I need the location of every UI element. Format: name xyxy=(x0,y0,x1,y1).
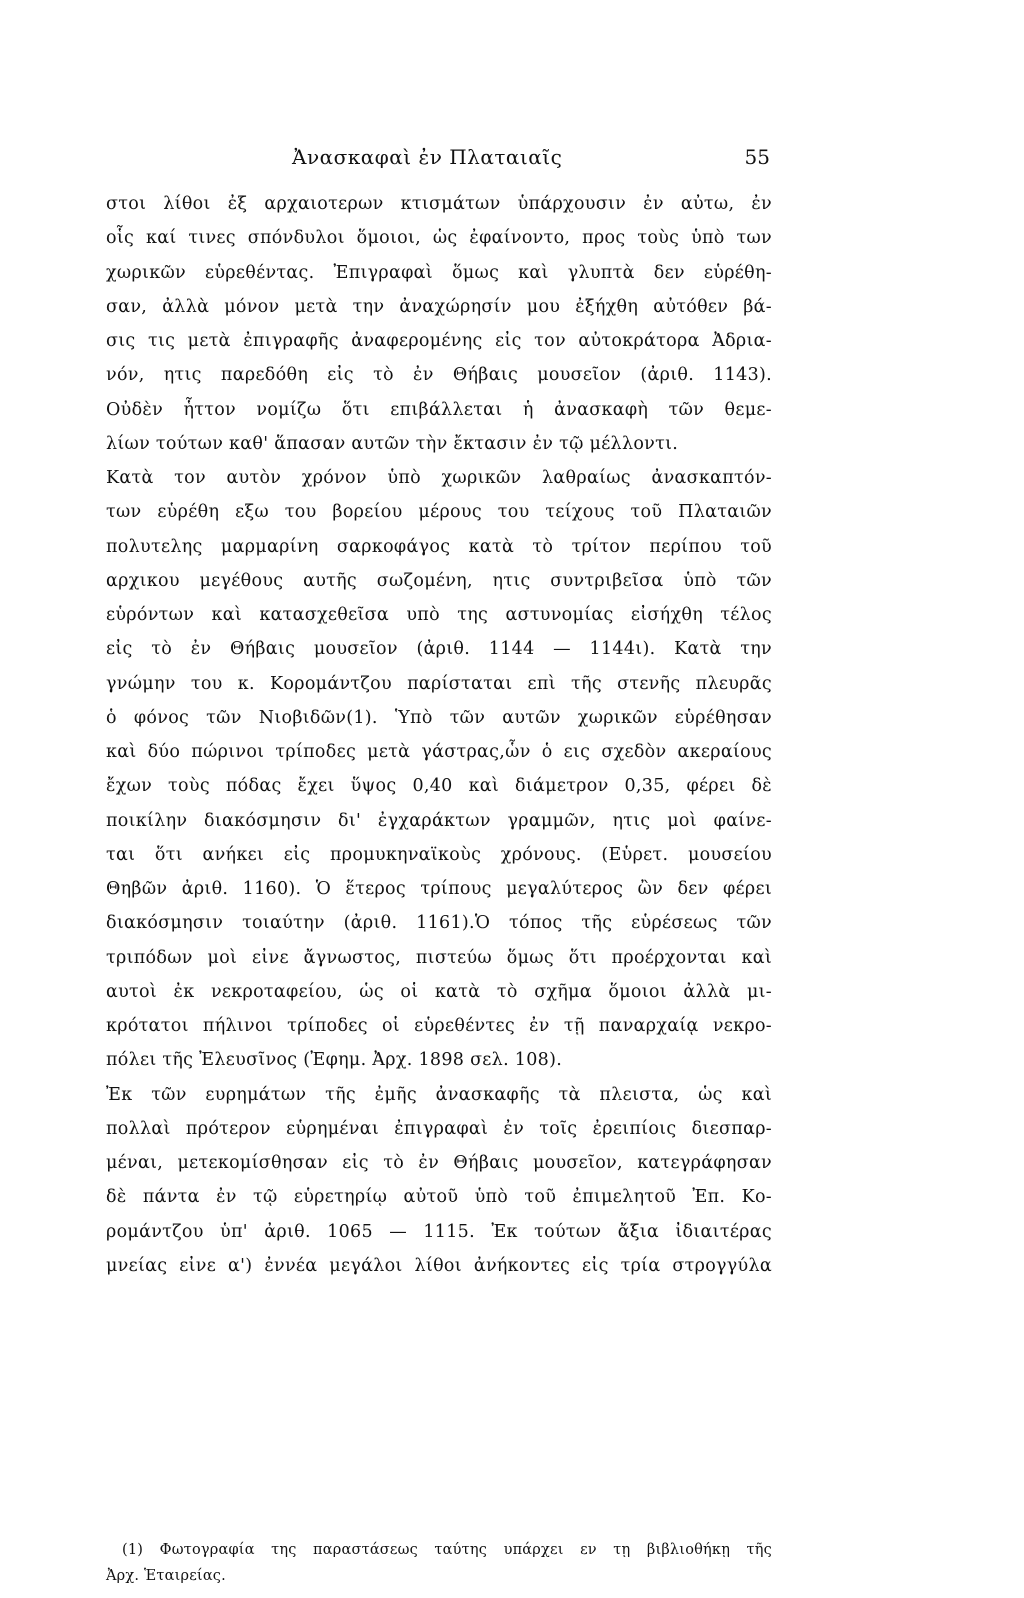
page-header xyxy=(106,145,770,175)
text-line: νόν, ητις παρεδόθη εἰς τὸ ἐν Θήβαις μουσεῖον (ἀριθ. 1143). xyxy=(106,365,772,386)
running-title: Ἀνασκαφαὶ ἐν Πλαταιαῖς xyxy=(292,145,563,169)
text-line: των εὑρέθη εξω του βορείου μέρους του τείχους τοῦ Πλαταιῶν xyxy=(106,502,772,523)
text-line: λίων τούτων καθ' ἅπασαν αυτῶν τὴν ἔκτασιν ἐν τῷ μέλλοντι. xyxy=(106,433,679,454)
text-line: στοι λίθοι ἐξ αρχαιοτερων κτισμάτων ὑπάρχουσιν ἐν αὐτω, ἐν xyxy=(106,194,772,214)
text-line: ἔχων τοὺς πόδας ἔχει ὕψος 0,40 καὶ διάμετρον 0,35, φέρει δὲ xyxy=(106,776,772,797)
text-line: ὁ φόνος τῶν Νιοβιδῶν(1). Ὑπὸ τῶν αυτῶν χωρικῶν εὑρέθησαν xyxy=(106,707,772,728)
text-line: σαν, ἀλλὰ μόνον μετὰ την ἀναχώρησίν μου ἐξήχθη αὐτόθεν βά- xyxy=(106,296,772,317)
text-line: κρότατοι πήλινοι τρίποδες οἱ εὑρεθέντες ἐν τῇ παναρχαίᾳ νεκρο- xyxy=(106,1016,772,1036)
text-line: ποικίλην διακόσμησιν δι' ἐγχαράκτων γραμμῶν, ητις μοὶ φαίνε- xyxy=(106,810,772,831)
footnote-line: (1) Φωτογραφία της παραστάσεως ταύτης υπάρχει εν τῃ βιβλιοθήκῃ τῆς xyxy=(122,1542,772,1558)
text-line: πολλαὶ πρότερον εὑρημέναι ἐπιγραφαὶ ἐν τοῖς ἐρειπίοις διεσπαρ- xyxy=(106,1118,772,1139)
text-line: γνώμην του κ. Κορομάντζου παρίσταται επὶ τῆς στενῆς πλευρᾶς xyxy=(106,673,772,694)
text-line: Κατὰ τον αυτὸν χρόνον ὑπὸ χωρικῶν λαθραίως ἀνασκαπτόν- xyxy=(106,468,772,488)
text-line: μέναι, μετεκομίσθησαν εἰς τὸ ἐν Θήβαις μουσεῖον, κατεγράφησαν xyxy=(106,1153,772,1173)
text-line: ρομάντζου ὑπ' ἀριθ. 1065 — 1115. Ἐκ τούτων ἄξια ἰδιαιτέρας xyxy=(106,1221,772,1242)
text-line: καὶ δύο πώρινοι τρίποδες μετὰ γάστρας,ὧν ὁ εις σχεδὸν ακεραίους xyxy=(106,742,772,762)
text-line: Ἐκ τῶν ευρημάτων τῆς ἐμῆς ἀνασκαφῆς τὰ πλειστα, ὡς καὶ xyxy=(106,1084,772,1105)
text-line: αυτοὶ ἐκ νεκροταφείου, ὡς οἱ κατὰ τὸ σχῆμα ὅμοιοι ἀλλὰ μι- xyxy=(106,981,772,1002)
text-line: πόλει τῆς Ἐλευσῖνος (Ἐφημ. Ἀρχ. 1898 σελ. 108). xyxy=(106,1050,563,1071)
text-line: διακόσμησιν τοιαύτην (ἀριθ. 1161).Ὁ τόπος τῆς εὑρέσεως τῶν xyxy=(106,913,772,934)
text-line: Θηβῶν ἀριθ. 1160). Ὁ ἕτερος τρίπους μεγαλύτερος ὢν δεν φέρει xyxy=(106,879,772,899)
footnote-line: Ἀρχ. Ἑταιρείας. xyxy=(106,1568,226,1584)
body-text xyxy=(106,187,772,1283)
text-line: εὑρόντων καὶ κατασχεθεῖσα υπὸ της αστυνομίας εἰσήχθη τέλος xyxy=(106,605,772,625)
text-line: Οὐδὲν ἧττον νομίζω ὅτι επιβάλλεται ἡ ἀνασκαφὴ τῶν θεμε- xyxy=(106,399,772,420)
text-line: πολυτελης μαρμαρίνη σαρκοφάγος κατὰ τὸ τρίτον περίπου τοῦ xyxy=(106,536,772,557)
text-line: ται ὅτι ανήκει εἰς προμυκηναϊκοὺς χρόνους. (Εὑρετ. μουσείου xyxy=(106,844,772,865)
text-line: δὲ πάντα ἐν τῷ εὑρετηρίῳ αὐτοῦ ὑπὸ τοῦ ἐπιμελητοῦ Ἐπ. Κο- xyxy=(106,1187,772,1208)
page-number: 55 xyxy=(744,145,770,169)
text-line: μνείας εἰνε α') ἐννέα μεγάλοι λίθοι ἀνήκοντες εἰς τρία στρογγύλα xyxy=(106,1255,772,1276)
text-line: εἰς τὸ ἐν Θήβαις μουσεῖον (ἀριθ. 1144 — 1144ι). Κατὰ την xyxy=(106,639,772,660)
text-line: χωρικῶν εὑρεθέντας. Ἐπιγραφαὶ ὅμως καὶ γλυπτὰ δεν εὑρέθη- xyxy=(106,262,772,283)
text-line: σις τις μετὰ ἐπιγραφῆς ἀναφερομένης εἰς τον αὐτοκράτορα Ἀδρια- xyxy=(106,331,772,351)
text-line: οἷς καί τινες σπόνδυλοι ὅμοιοι, ὡς ἐφαίνοντο, προς τοὺς ὑπὸ των xyxy=(106,228,772,249)
text-line: αρχικου μεγέθους αυτῆς σωζομένη, ητις συντριβεῖσα ὑπὸ τῶν xyxy=(106,570,772,591)
text-line: τριπόδων μοὶ εἰνε ἄγνωστος, πιστεύω ὅμως ὅτι προέρχονται καὶ xyxy=(106,947,772,968)
